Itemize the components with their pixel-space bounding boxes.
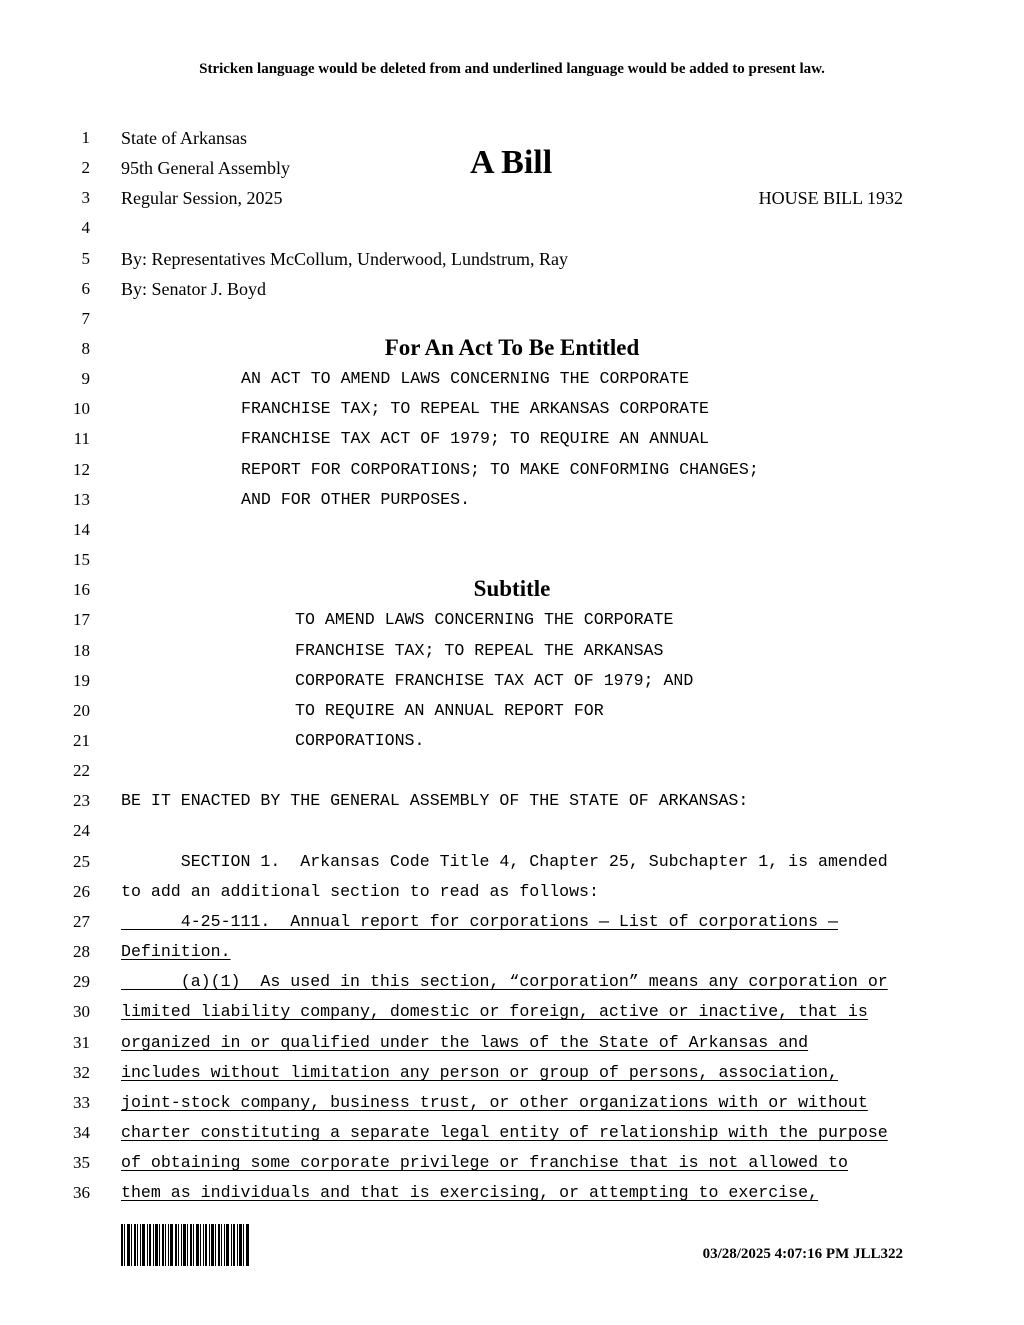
line-number: 4 bbox=[81, 218, 90, 237]
line-number: 25 bbox=[73, 852, 90, 871]
line-number: 27 bbox=[73, 912, 90, 931]
line-number: 7 bbox=[81, 309, 90, 328]
act-title-line: AND FOR OTHER PURPOSES. bbox=[241, 490, 471, 509]
subtitle-line: FRANCHISE TAX; TO REPEAL THE ARKANSAS bbox=[295, 641, 664, 660]
amendment-notice: Stricken language would be deleted from and underlined language would be added to present law. bbox=[199, 61, 825, 77]
line-number: 3 bbox=[81, 188, 90, 207]
state-name: State of Arkansas bbox=[121, 128, 247, 148]
line-number: 1 bbox=[81, 128, 90, 147]
body-line-added: 4-25-111. Annual report for corporations — List of corporations — bbox=[121, 912, 838, 931]
line-number: 19 bbox=[73, 671, 90, 690]
act-title-line: FRANCHISE TAX ACT OF 1979; TO REQUIRE AN ANNUAL bbox=[241, 429, 710, 448]
line-number: 10 bbox=[73, 399, 90, 418]
line-number: 8 bbox=[81, 339, 90, 358]
line-number: 16 bbox=[73, 580, 90, 599]
body-line-added: Definition. bbox=[121, 942, 231, 961]
line-number: 14 bbox=[73, 520, 90, 539]
body-line: SECTION 1. Arkansas Code Title 4, Chapter 25, Subchapter 1, is amended bbox=[121, 852, 888, 871]
subtitle-line: TO REQUIRE AN ANNUAL REPORT FOR bbox=[295, 701, 604, 720]
body-line-added: of obtaining some corporate privilege or franchise that is not allowed to bbox=[121, 1153, 848, 1172]
line-number: 12 bbox=[73, 460, 90, 479]
line-number: 18 bbox=[73, 641, 90, 660]
line-number: 11 bbox=[73, 429, 90, 448]
line-number: 21 bbox=[73, 731, 90, 750]
line-number: 6 bbox=[81, 279, 90, 298]
line-number: 17 bbox=[73, 610, 90, 629]
act-title-line: FRANCHISE TAX; TO REPEAL THE ARKANSAS CORPORATE bbox=[241, 399, 710, 418]
body-line-added: limited liability company, domestic or foreign, active or inactive, that is bbox=[121, 1002, 868, 1021]
line-number: 15 bbox=[73, 550, 90, 569]
body-line-added: joint-stock company, business trust, or other organizations with or without bbox=[121, 1093, 868, 1112]
body-line: to add an additional section to read as follows: bbox=[121, 882, 599, 901]
house-sponsors: By: Representatives McCollum, Underwood, Lundstrum, Ray bbox=[121, 249, 568, 269]
session: Regular Session, 2025 bbox=[121, 188, 283, 208]
line-number: 24 bbox=[73, 821, 90, 840]
subtitle-line: CORPORATE FRANCHISE TAX ACT OF 1979; AND bbox=[295, 671, 694, 690]
bill-number: HOUSE BILL 1932 bbox=[758, 188, 903, 208]
body-line-added: them as individuals and that is exercising, or attempting to exercise, bbox=[121, 1183, 819, 1202]
general-assembly: 95th General Assembly bbox=[121, 158, 290, 178]
line-number: 34 bbox=[73, 1123, 90, 1142]
line-number: 22 bbox=[73, 761, 90, 780]
line-number: 2 bbox=[81, 158, 90, 177]
line-number: 36 bbox=[73, 1183, 90, 1202]
line-number: 33 bbox=[73, 1093, 90, 1112]
line-number: 23 bbox=[73, 791, 90, 810]
enacting-clause: BE IT ENACTED BY THE GENERAL ASSEMBLY OF THE STATE OF ARKANSAS: bbox=[121, 791, 749, 810]
senate-sponsors: By: Senator J. Boyd bbox=[121, 279, 267, 299]
line-number: 35 bbox=[73, 1153, 90, 1172]
line-number: 30 bbox=[73, 1002, 90, 1021]
subtitle-line: TO AMEND LAWS CONCERNING THE CORPORATE bbox=[295, 610, 674, 629]
line-number: 13 bbox=[73, 490, 90, 509]
subtitle-heading: Subtitle bbox=[473, 576, 551, 601]
act-title-line: REPORT FOR CORPORATIONS; TO MAKE CONFORMING CHANGES; bbox=[241, 460, 759, 479]
body-line-added: includes without limitation any person or group of persons, association, bbox=[121, 1063, 838, 1082]
line-number: 32 bbox=[73, 1063, 90, 1082]
body-line-added: charter constituting a separate legal entity of relationship with the purpose bbox=[121, 1123, 888, 1142]
subtitle-line: CORPORATIONS. bbox=[295, 731, 425, 750]
bill-title: A Bill bbox=[470, 144, 553, 181]
line-number: 20 bbox=[73, 701, 90, 720]
line-number: 31 bbox=[73, 1033, 90, 1052]
line-number: 9 bbox=[81, 369, 90, 388]
footer-timestamp: 03/28/2025 4:07:16 PM JLL322 bbox=[702, 1246, 903, 1262]
body-line-added: organized in or qualified under the laws of the State of Arkansas and bbox=[121, 1033, 809, 1052]
line-number: 29 bbox=[73, 972, 90, 991]
barcode bbox=[121, 1224, 249, 1266]
line-number: 28 bbox=[73, 942, 90, 961]
line-number: 5 bbox=[81, 249, 90, 268]
act-title-line: AN ACT TO AMEND LAWS CONCERNING THE CORPORATE bbox=[241, 369, 690, 388]
line-number: 26 bbox=[73, 882, 90, 901]
act-heading: For An Act To Be Entitled bbox=[384, 335, 640, 360]
body-line-added: (a)(1) As used in this section, “corporation” means any corporation or bbox=[121, 972, 888, 991]
